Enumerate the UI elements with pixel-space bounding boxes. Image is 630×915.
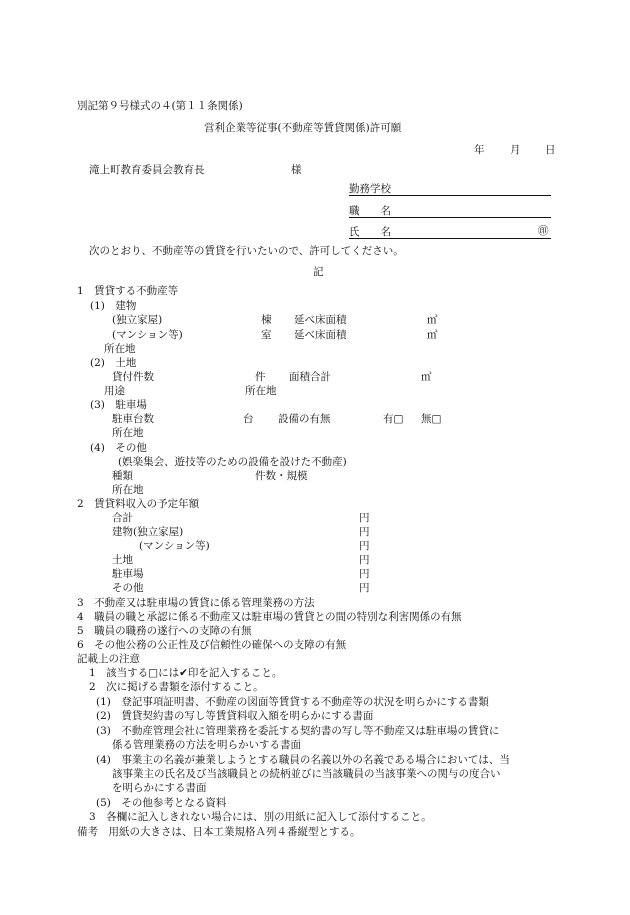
s1-parking: (3) 駐車場 (90, 399, 147, 411)
s2-row-unit: 円 (359, 582, 370, 594)
s1-nashi-checkbox[interactable]: 無□ (421, 413, 442, 425)
s1-ken: 件 (255, 371, 266, 383)
document-title: 営利企業等従事(不動産等賃貸関係)許可願 (204, 122, 402, 134)
s2-row-label: 土地 (112, 554, 133, 566)
note-3: 3 各欄に記入しきれない場合には、別の用紙に記入して添付すること。 (89, 811, 432, 823)
s1-dokuritsu: (独立家屋) (112, 314, 163, 326)
s2-row-unit: 円 (359, 540, 370, 552)
section-6: 6 その他公務の公正性及び信頼性の確保への支障の有無 (77, 639, 347, 651)
seal-mark: ㊞ (538, 225, 549, 237)
s1-ari-checkbox[interactable]: 有□ (383, 413, 404, 425)
note-2-3-cont: 係る管理業務の方法を明らかいする書面 (112, 739, 301, 751)
section-4: 4 職員の職と承認に係る不動産又は駐車場の賃貸との間の特別な利害関係の有無 (77, 611, 462, 623)
s1-other: (4) その他 (90, 442, 147, 454)
note-2-2: (2) 賃貸契約書の写し等賃貸料収入額を明らかにする書面 (96, 710, 374, 722)
note-2-4-cont: を明らかにする書面 (112, 782, 207, 794)
section-1-title: 1 賃貸する不動産等 (77, 285, 179, 297)
s1-youto: 用途 (104, 385, 125, 397)
note-2-4-cont: 該事業主の氏名及び当該職員との続柄並びに当該職員の当該事業への関与の度合い (112, 768, 501, 780)
date-year: 年 (474, 144, 485, 156)
s1-other-note: (娯楽集会、遊技等のための設備を設けた不動産) (118, 456, 347, 468)
note-2-5: (5) その他参考となる資料 (96, 797, 227, 809)
section-3: 3 不動産又は駐車場の賃貸に係る管理業務の方法 (77, 597, 315, 609)
addressee: 滝上町教育委員会教育長 (89, 164, 205, 176)
biko: 備考 用紙の大きさは、日本工業規格Ａ列４番縦型とする。 (77, 826, 361, 838)
s1-m2-3: ㎡ (421, 371, 432, 383)
position-field[interactable] (349, 204, 551, 218)
name-field[interactable] (349, 225, 551, 239)
s2-row-label: 合計 (112, 512, 133, 524)
s2-row-unit: 円 (359, 568, 370, 580)
s2-row-label: その他 (112, 582, 144, 594)
s1-nobeyuka-2: 延べ床面積 (294, 329, 347, 341)
date-day: 日 (545, 144, 556, 156)
s1-shurui: 種類 (112, 470, 133, 482)
form-number: 別記第９号様式の４(第１１条関係) (77, 100, 243, 112)
honorific: 様 (291, 164, 302, 176)
s1-shozaichi-1: 所在地 (104, 343, 136, 355)
position-label: 職 名 (349, 205, 391, 217)
section-2-title: 2 賃貸料収入の予定年額 (77, 498, 200, 510)
intro-text: 次のとおり、不動産等の賃貸を行いたいので、許可してください。 (89, 245, 404, 257)
school-field[interactable] (349, 182, 551, 196)
s2-row-unit: 円 (359, 512, 370, 524)
s1-nobeyuka-1: 延べ床面積 (294, 314, 347, 326)
s1-shozaichi-3: 所在地 (112, 427, 144, 439)
s1-dai: 台 (243, 413, 254, 425)
s1-m2-2: ㎡ (427, 329, 438, 341)
note-2-4: (4) 事業主の名義が兼業しようとする職員の名義以外の名義である場合においては、当 (96, 754, 510, 766)
s1-land: (2) 土地 (90, 357, 137, 369)
s1-setsubi: 設備の有無 (278, 413, 331, 425)
s1-tou: 棟 (261, 314, 272, 326)
s1-kensu: 件数・規模 (255, 470, 308, 482)
s1-mansion: (マンション等) (112, 329, 183, 341)
s2-row-label: 建物(独立家屋) (112, 526, 184, 538)
school-label: 勤務学校 (349, 183, 391, 195)
s1-menseki: 面積合計 (289, 371, 331, 383)
note-2-3: (3) 不動産管理会社に管理業務を委託する契約書の写し等不動産又は駐車場の賃貸に (96, 725, 500, 737)
date-month: 月 (510, 144, 521, 156)
s1-shozaichi-4: 所在地 (112, 484, 144, 496)
s2-row-unit: 円 (359, 526, 370, 538)
s2-row-label: (マンション等) (139, 540, 210, 552)
note-2: 2 次に掲げる書類を添付すること。 (89, 681, 264, 693)
note-1: 1 該当する□には✔印を記入すること。 (89, 667, 283, 679)
s1-kashitsuke: 貸付件数 (112, 371, 154, 383)
note-2-1: (1) 登記事項証明書、不動産の図面等賃貸する不動産等の状況を明らかにする書類 (96, 696, 489, 708)
s1-chushadaisu: 駐車台数 (112, 413, 154, 425)
s2-row-label: 駐車場 (112, 568, 144, 580)
s2-row-unit: 円 (359, 554, 370, 566)
notes-title: 記載上の注意 (77, 653, 140, 665)
name-label: 氏 名 (349, 226, 391, 238)
s1-shitsu: 室 (261, 329, 272, 341)
ki-heading: 記 (313, 266, 324, 278)
s1-m2-1: ㎡ (427, 314, 438, 326)
s1-building: (1) 建物 (90, 300, 137, 312)
section-5: 5 職員の職務の遂行への支障の有無 (77, 625, 252, 637)
s1-shozaichi-2: 所在地 (245, 385, 277, 397)
